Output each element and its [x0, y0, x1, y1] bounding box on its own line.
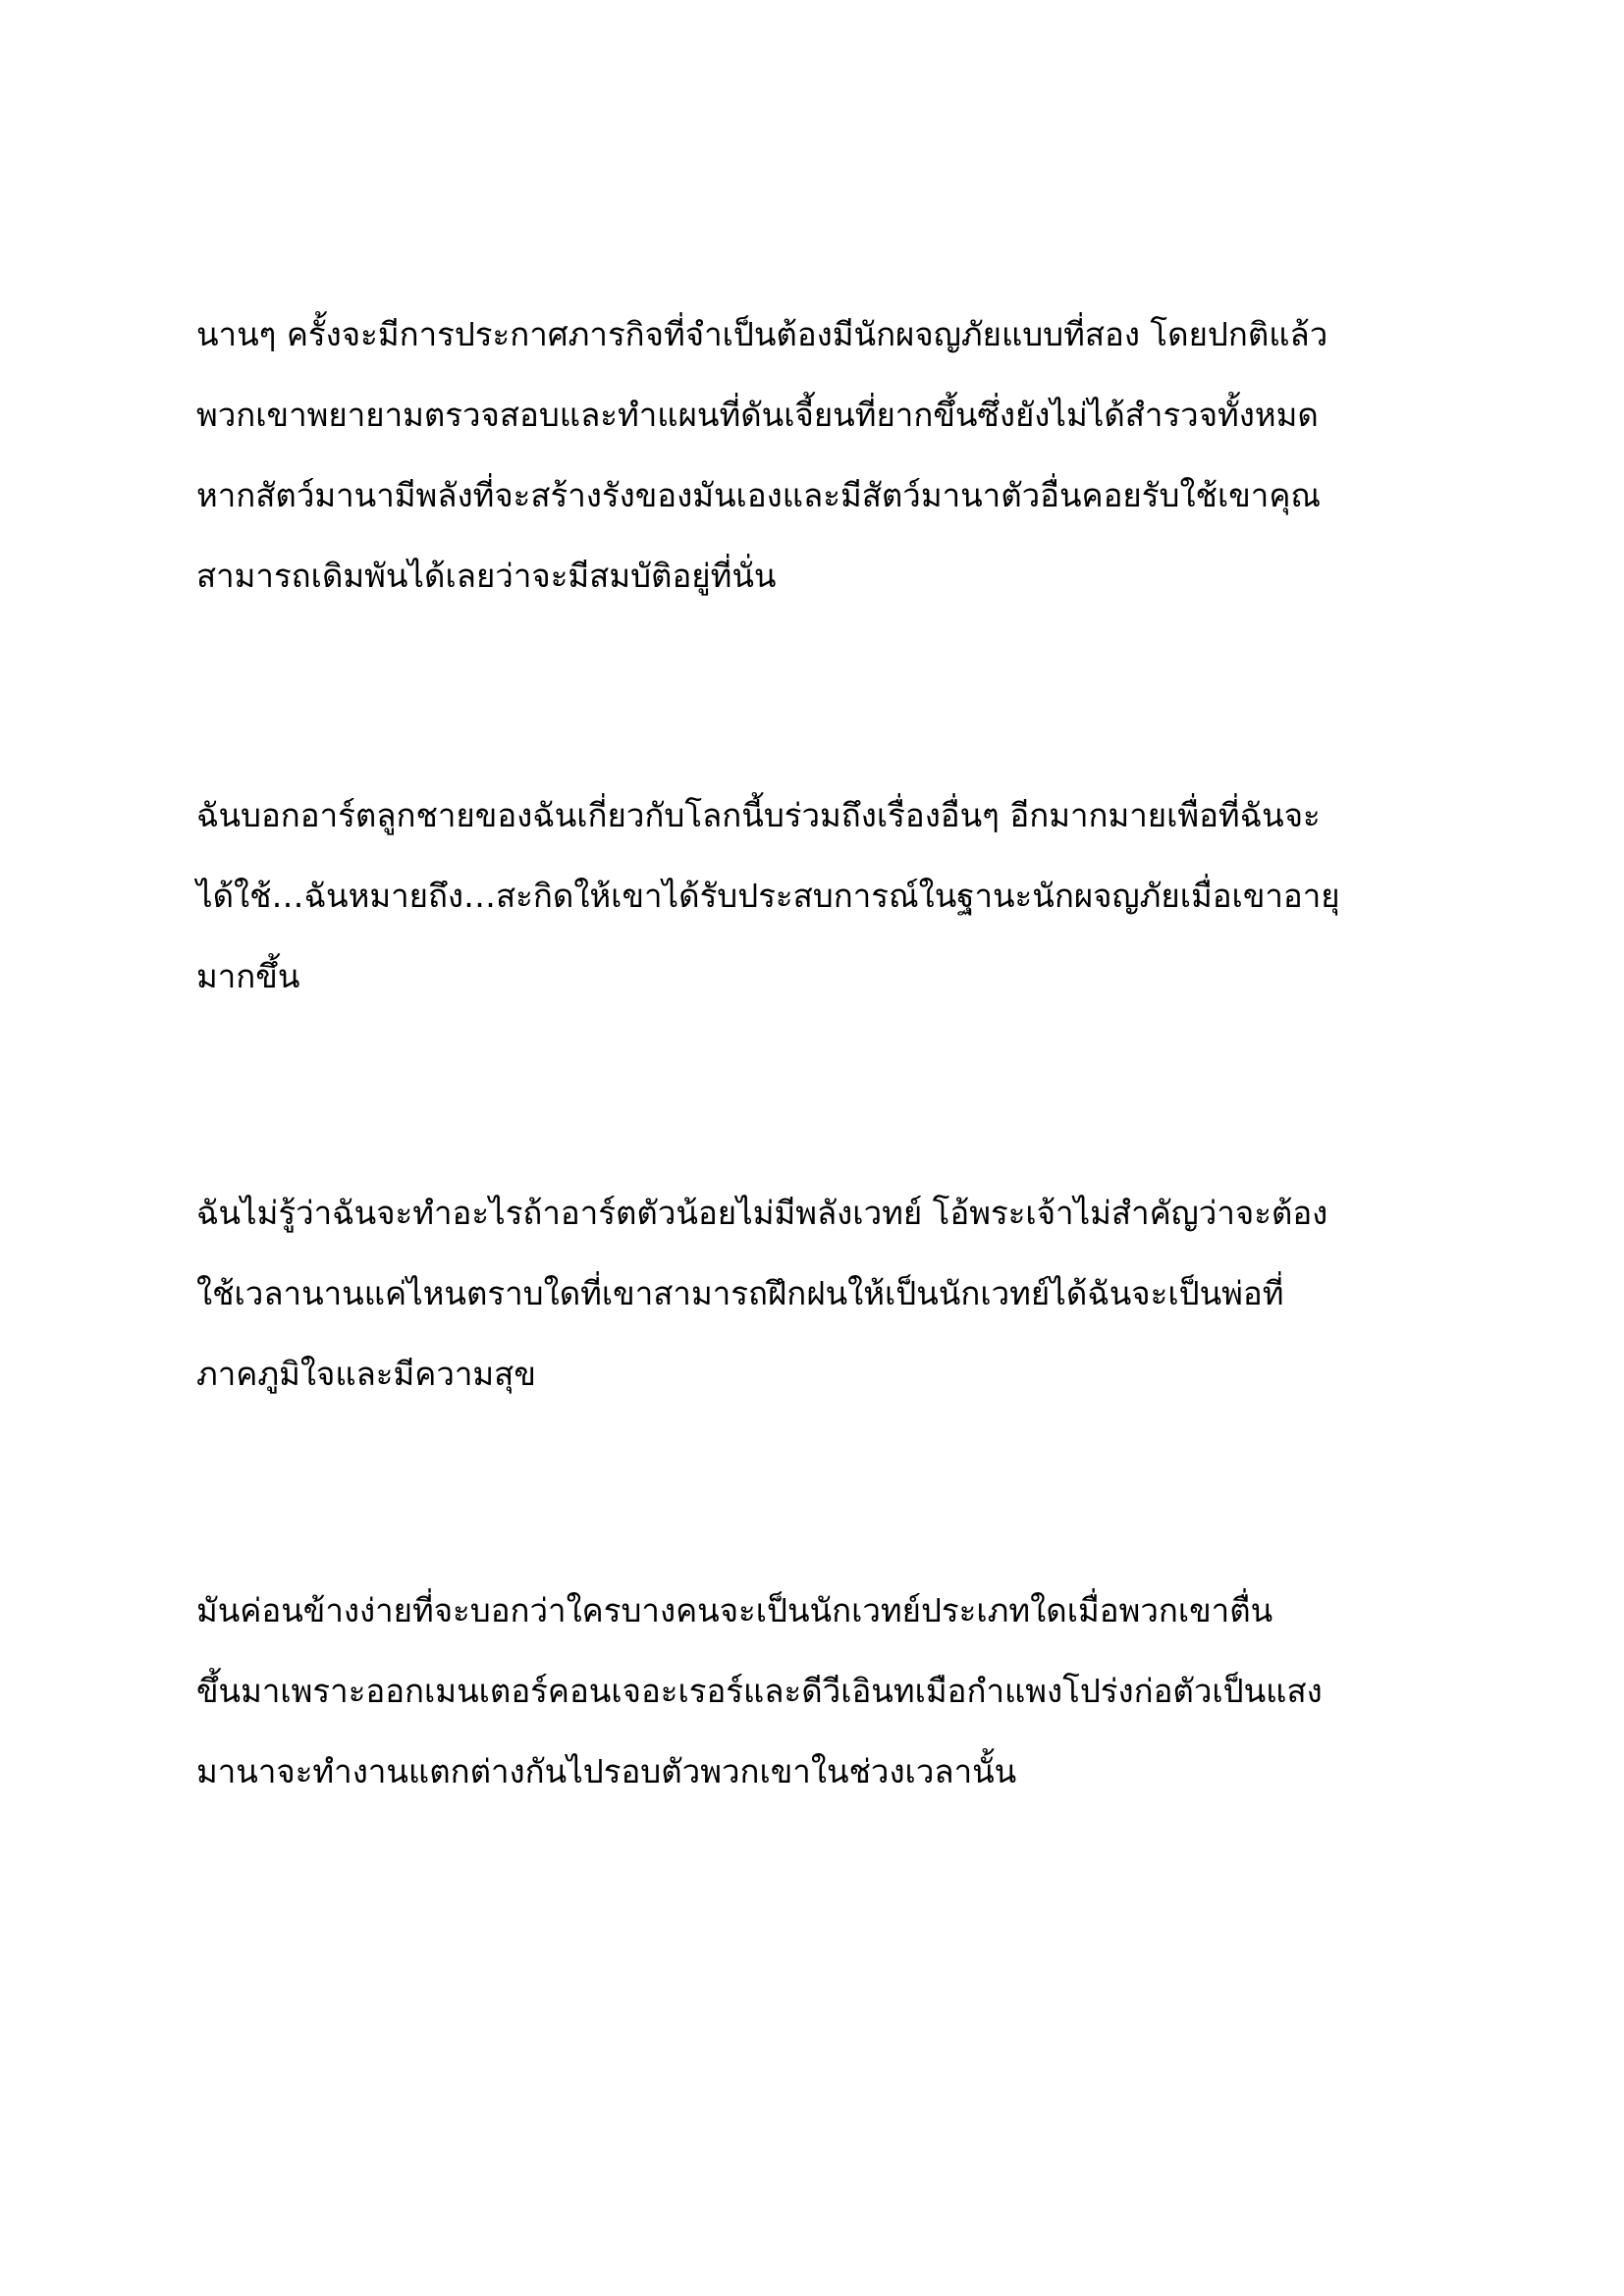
text-line: ได้ใช้…ฉันหมายถึง…สะกิดให้เขาได้รับประสบการณ์ในฐานะนักผจญภัยเมื่อเขาอายุ: [196, 877, 1340, 915]
text-line: นานๆ ครั้งจะมีการประกาศภารกิจที่จำเป็นต้องมีนักผจญภัยแบบที่สอง โดยปกติแล้ว: [196, 315, 1328, 353]
paragraph-2: [196, 775, 1473, 1017]
text-line: พวกเขาพยายามตรวจสอบและทำแผนที่ดันเจี้ยนที่ยากขึ้นซึ่งยังไม่ได้สำรวจทั้งหมด: [196, 396, 1319, 434]
text-line: ภาคภูมิใจและมีความสุข: [196, 1355, 536, 1393]
text-line: มานาจะทำงานแตกต่างกันไปรอบตัวพวกเขาในช่วงเวลานั้น: [196, 1752, 1017, 1790]
paragraph-3: [196, 1173, 1473, 1415]
paragraph-1: [196, 294, 1473, 616]
text-line: ฉันบอกอาร์ตลูกชายของฉันเกี่ยวกับโลกนี้บร่วมถึงเรื่องอื่นๆ อีกมากมายเพื่อที่ฉันจะ: [196, 796, 1321, 834]
text-line: มันค่อนข้างง่ายที่จะบอกว่าใครบางคนจะเป็นนักเวทย์ประเภทใดเมื่อพวกเขาตื่น: [196, 1591, 1273, 1629]
text-line: ใช้เวลานานแค่ไหนตราบใดที่เขาสามารถฝึกฝนให้เป็นนักเวทย์ได้ฉันจะเป็นพ่อที่: [196, 1274, 1284, 1312]
paragraph-4: [196, 1571, 1473, 1812]
text-line: ขึ้นมาเพราะออกเมนเตอร์คอนเจอะเรอร์และดีวีเอินทเมือกำแพงโปร่งก่อตัวเป็นแสง: [196, 1672, 1323, 1710]
text-line: หากสัตว์มานามีพลังที่จะสร้างรังของมันเองและมีสัตว์มานาตัวอื่นคอยรับใช้เขาคุณ: [196, 476, 1322, 514]
text-line: สามารถเดิมพันได้เลยว่าจะมีสมบัติอยู่ที่นั่น: [196, 557, 777, 595]
text-line: ฉันไม่รู้ว่าฉันจะทำอะไรถ้าอาร์ตตัวน้อยไม่มีพลังเวทย์ โอ้พระเจ้าไม่สำคัญว่าจะต้อง: [196, 1194, 1328, 1232]
text-line: มากขึ้น: [196, 957, 300, 995]
